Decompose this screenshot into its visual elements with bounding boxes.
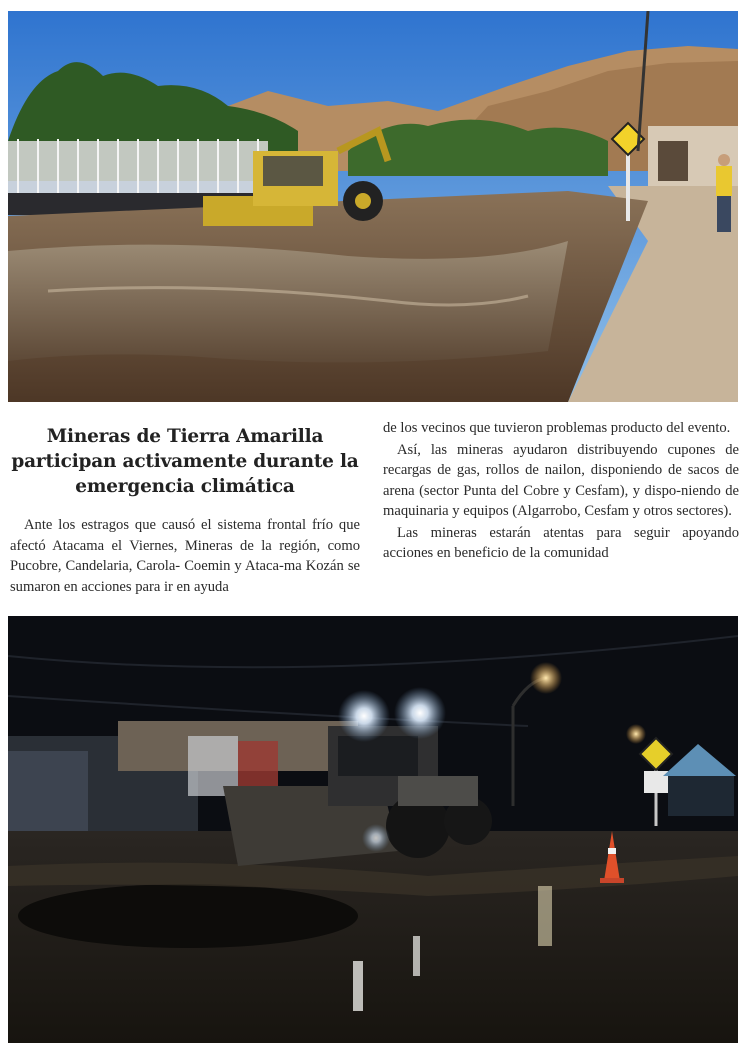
headline-line-1: Mineras de Tierra Amarilla: [46, 426, 324, 447]
photo-flooded-street-day: [8, 11, 738, 402]
article-paragraph-3: Las mineras estarán atentas para seguir apoyando acciones en beneficio de la comunidad: [383, 524, 739, 561]
photo-loader-night: [8, 616, 738, 1043]
headline-line-2: participan activamente durante la: [11, 451, 359, 472]
article-left-column: [10, 424, 360, 597]
photo-night-illustration: [8, 616, 738, 1043]
article-right-column: [383, 418, 739, 564]
article-paragraph-continuation: de los vecinos que tuvieron problemas producto del evento.: [383, 420, 731, 436]
article-headline: [10, 424, 360, 499]
article-paragraph-1: Ante los estragos que causó el sistema frontal frío que afectó Atacama el Viernes, Mineras de la región, como Pucobre, Candelaria, Carola- Coemin y Ataca-ma Kozán se sumaron en acciones para ir en ayuda: [10, 517, 360, 595]
article-paragraph-2: Así, las mineras ayudaron distribuyendo cupones de recargas de gas, rollos de nailon, disponiendo de sacos de arena (sector Punta del Cobre y Cesfam), y dispo-niendo de maquinaria y equipos (Algarrobo, Cesfam y otros sectores).: [383, 441, 739, 519]
photo-day-illustration: [8, 11, 738, 402]
headline-line-3: emergencia climática: [75, 476, 295, 497]
